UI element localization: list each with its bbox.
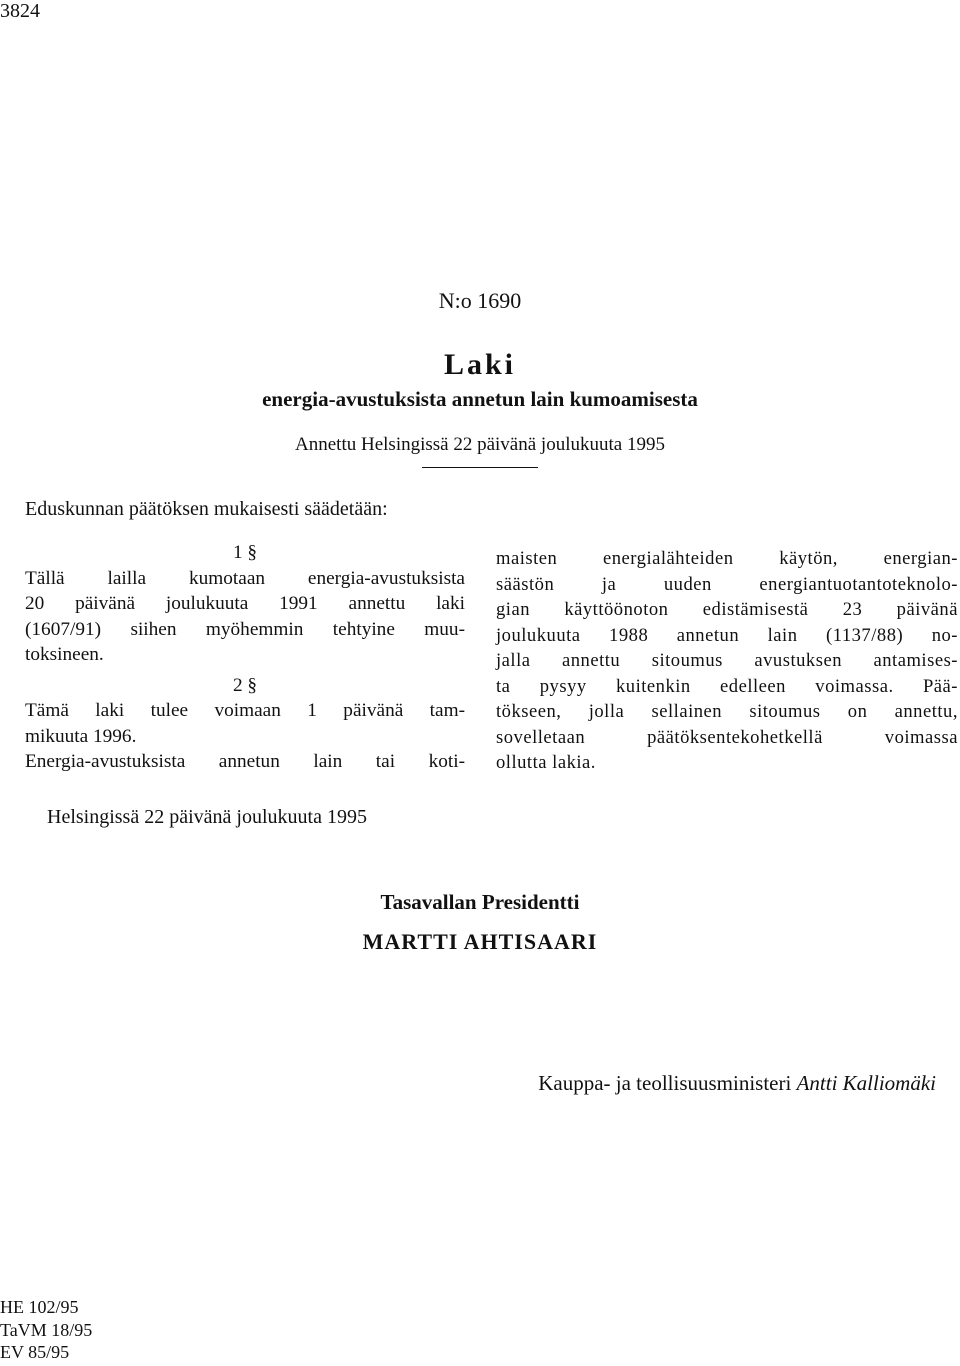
section-1-line: toksineen. xyxy=(25,644,104,665)
title-divider xyxy=(422,467,538,468)
president-title: Tasavallan Presidentti xyxy=(380,890,580,914)
reference-item: TaVM 18/95 xyxy=(0,1319,93,1340)
given-date-line: Annettu Helsingissä 22 päivänä joulukuuta 1995 xyxy=(295,434,665,455)
minister-title: Kauppa- ja teollisuusministeri xyxy=(538,1071,792,1095)
right-column-line: ta pysyy kuitenkin edelleen voimassa. Pää- xyxy=(496,675,958,697)
right-column xyxy=(496,546,958,776)
page-number: 3824 xyxy=(0,0,40,22)
right-column-line: sovelletaan päätöksentekohetkellä voimassa xyxy=(496,726,958,748)
reference-item: HE 102/95 xyxy=(0,1297,79,1317)
right-column-line: tökseen, jolla sellainen sitoumus on annettu, xyxy=(496,701,958,722)
section-1-line: 20 päivänä joulukuuta 1991 annettu laki xyxy=(25,593,465,614)
section-2-line: mikuuta 1996. xyxy=(25,725,137,747)
right-column-line: joulukuuta 1988 annetun lain (1137/88) no- xyxy=(496,624,958,646)
section-2-line: Energia-avustuksista annetun lain tai koti- xyxy=(25,751,465,772)
law-title: Laki xyxy=(443,348,517,381)
minister-signature xyxy=(538,1071,936,1096)
section-2-line: Tämä laki tulee voimaan 1 päivänä tam- xyxy=(25,700,465,721)
right-column-line: säästön ja uuden energiantuotantoteknolo- xyxy=(496,573,958,595)
left-column xyxy=(25,540,465,775)
section-1-line: (1607/91) siihen myöhemmin tehtyine muu- xyxy=(25,618,465,640)
document-number: N:o 1690 xyxy=(438,288,522,313)
right-column-line: maisten energialähteiden käytön, energian- xyxy=(496,548,958,569)
right-column-line: ollutta lakia. xyxy=(496,752,596,773)
minister-name: Antti Kalliomäki xyxy=(796,1071,936,1095)
section-1-number: 1 § xyxy=(232,542,258,563)
law-subtitle: energia-avustuksista annetun lain kumoamisesta xyxy=(262,387,698,411)
legislative-references xyxy=(0,1296,92,1364)
president-name: MARTTI AHTISAARI xyxy=(362,929,598,954)
place-date: Helsingissä 22 päivänä joulukuuta 1995 xyxy=(47,806,367,828)
reference-item: EV 85/95 xyxy=(0,1342,70,1362)
right-column-line: jalla annettu sitoumus avustuksen antamises- xyxy=(496,650,958,671)
section-2-number: 2 § xyxy=(232,674,258,696)
right-column-line: gian käyttöönoton edistämisestä 23 päivänä xyxy=(496,599,958,620)
section-1-line: Tällä lailla kumotaan energia-avustuksista xyxy=(25,567,465,589)
enactment-clause: Eduskunnan päätöksen mukaisesti säädetään: xyxy=(25,498,388,520)
